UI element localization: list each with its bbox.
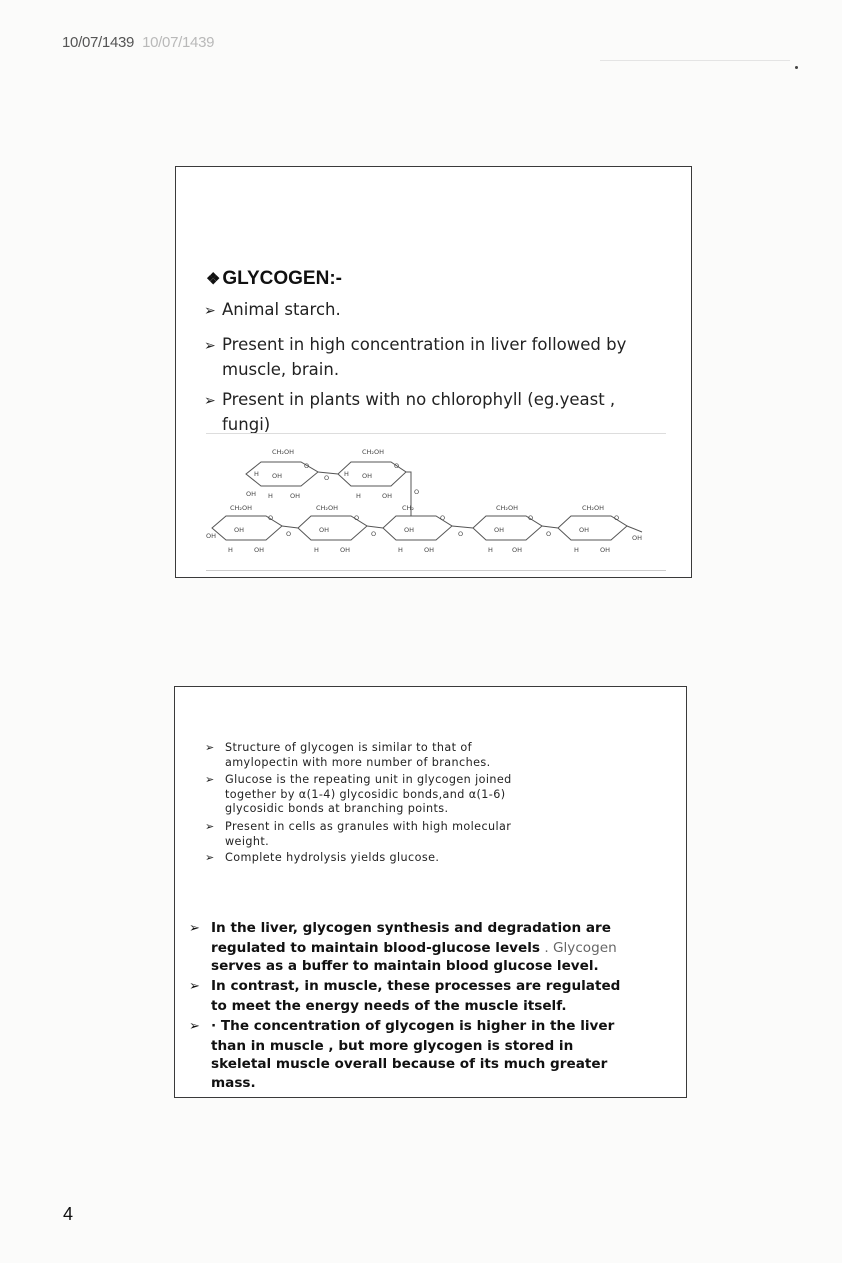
bullet-text-cont: serves as a buffer to maintain blood glucose level. bbox=[211, 958, 599, 975]
figure-label: H bbox=[488, 546, 493, 554]
figure-label: OH bbox=[382, 492, 393, 500]
figure-label: CH₂OH bbox=[230, 504, 253, 512]
bullet-text-cont: skeletal muscle overall because of its much greater bbox=[211, 1056, 608, 1073]
bullet-liver-concentration bbox=[204, 333, 664, 381]
bullet-text: Present in cells as granules with high molecular bbox=[225, 820, 512, 833]
figure-label: OH bbox=[632, 534, 643, 542]
arrow-bullet-icon: ➢ bbox=[189, 979, 200, 994]
figure-label: CH₂OH bbox=[496, 504, 519, 512]
glycogen-structure-diagram bbox=[206, 434, 666, 570]
figure-label: CH₂OH bbox=[582, 504, 605, 512]
figure-label: O bbox=[614, 514, 620, 522]
header-date bbox=[62, 34, 214, 51]
figure-label: OH bbox=[254, 546, 265, 554]
figure-label: OH bbox=[494, 526, 505, 534]
arrow-bullet-icon: ➢ bbox=[189, 921, 200, 936]
figure-label: CH₂ bbox=[402, 504, 415, 512]
bullet-glucose-unit bbox=[205, 773, 645, 817]
figure-label: O bbox=[324, 474, 330, 482]
bullet-text: Animal starch. bbox=[222, 300, 341, 319]
bullet-text: In contrast, in muscle, these processes are regulated bbox=[211, 978, 621, 994]
arrow-bullet-icon: ➢ bbox=[205, 741, 215, 754]
figure-label: OH bbox=[319, 526, 330, 534]
scan-line bbox=[600, 60, 790, 61]
figure-label: O bbox=[268, 514, 274, 522]
bullet-text-cont: to meet the energy needs of the muscle itself. bbox=[211, 997, 567, 1014]
figure-label: O bbox=[394, 462, 400, 470]
figure-label: OH bbox=[234, 526, 245, 534]
arrow-bullet-icon: ➢ bbox=[204, 303, 216, 319]
bullet-structure bbox=[205, 741, 645, 770]
figure-label: OH bbox=[362, 472, 373, 480]
date-faded: 10/07/1439 bbox=[142, 34, 215, 51]
figure-label: O bbox=[371, 530, 377, 538]
bullet-text-cont: muscle, brain. bbox=[222, 360, 340, 379]
figure-label: H bbox=[344, 470, 349, 478]
figure-label: OH bbox=[404, 526, 415, 534]
figure-label: O bbox=[440, 514, 446, 522]
figure-label: O bbox=[304, 462, 310, 470]
figure-label: OH bbox=[579, 526, 590, 534]
bullet-concentration bbox=[189, 1017, 689, 1092]
date-primary: 10/07/1439 bbox=[62, 34, 135, 51]
bullet-liver-regulation bbox=[189, 919, 689, 976]
arrow-bullet-icon: ➢ bbox=[205, 820, 215, 833]
figure-label: H bbox=[228, 546, 233, 554]
glycogen-structure-figure bbox=[206, 433, 666, 571]
figure-label: OH bbox=[290, 492, 301, 500]
bullet-text-cont: together by α(1-4) glycosidic bonds,and α(1-6) bbox=[225, 787, 506, 801]
figure-label: OH bbox=[272, 472, 283, 480]
bullet-text-cont: regulated to maintain blood-glucose levels bbox=[211, 939, 540, 956]
bullet-text-cont: than in muscle , but more glycogen is stored in bbox=[211, 1037, 574, 1054]
bullet-text-cont: mass. bbox=[211, 1074, 256, 1091]
arrow-bullet-icon: ➢ bbox=[189, 1019, 200, 1034]
arrow-bullet-icon: ➢ bbox=[205, 851, 215, 864]
figure-label: O bbox=[414, 488, 420, 496]
bullet-text-cont: fungi) bbox=[222, 415, 271, 434]
bullet-text-cont: amylopectin with more number of branches. bbox=[225, 755, 491, 769]
figure-label: H bbox=[314, 546, 319, 554]
figure-label: OH bbox=[340, 546, 351, 554]
page-number: 4 bbox=[63, 1204, 74, 1224]
bullet-text: Structure of glycogen is similar to that of bbox=[225, 741, 472, 754]
bullet-text: Complete hydrolysis yields glucose. bbox=[225, 851, 440, 864]
figure-label: CH₂OH bbox=[316, 504, 339, 512]
figure-label: H bbox=[398, 546, 403, 554]
figure-label: H bbox=[268, 492, 273, 500]
figure-label: OH bbox=[512, 546, 523, 554]
bullet-text-cont: weight. bbox=[225, 834, 270, 848]
bullet-text: In the liver, glycogen synthesis and degradation are bbox=[211, 920, 611, 936]
figure-label: CH₂OH bbox=[272, 448, 295, 456]
heading-text: GLYCOGEN:- bbox=[222, 268, 342, 289]
arrow-bullet-icon: ➢ bbox=[204, 338, 216, 354]
bullet-text: Present in high concentration in liver followed by bbox=[222, 335, 627, 354]
figure-label: O bbox=[286, 530, 292, 538]
bullet-text: Present in plants with no chlorophyll (eg.yeast , bbox=[222, 390, 616, 409]
bullet-animal-starch bbox=[204, 298, 664, 323]
bullet-plants-no-chlorophyll bbox=[204, 388, 664, 436]
figure-label: O bbox=[528, 514, 534, 522]
bullet-text: · The concentration of glycogen is higher in the liver bbox=[211, 1018, 615, 1034]
bullet-text-light: . Glycogen bbox=[540, 939, 617, 956]
figure-label: O bbox=[458, 530, 464, 538]
figure-label: OH bbox=[206, 532, 217, 540]
arrow-bullet-icon: ➢ bbox=[204, 393, 216, 409]
scan-dot bbox=[795, 66, 798, 69]
slide-heading bbox=[206, 268, 342, 290]
bullet-muscle-regulation bbox=[189, 977, 689, 1015]
figure-label: OH bbox=[424, 546, 435, 554]
arrow-bullet-icon: ➢ bbox=[205, 773, 215, 786]
bullet-granules bbox=[205, 820, 645, 849]
bullet-text: Glucose is the repeating unit in glycogen joined bbox=[225, 773, 512, 786]
figure-label: O bbox=[354, 514, 360, 522]
figure-label: H bbox=[574, 546, 579, 554]
diamond-bullet-icon: ❖ bbox=[206, 271, 221, 288]
figure-label: H bbox=[356, 492, 361, 500]
figure-label: O bbox=[546, 530, 552, 538]
figure-label: OH bbox=[600, 546, 611, 554]
slide-glycogen bbox=[175, 166, 692, 578]
bullet-text-cont: glycosidic bonds at branching points. bbox=[225, 802, 449, 815]
figure-label: OH bbox=[246, 490, 257, 498]
figure-label: H bbox=[254, 470, 259, 478]
slide-glycogen-details bbox=[174, 686, 687, 1098]
bullet-hydrolysis bbox=[205, 851, 645, 866]
figure-label: CH₂OH bbox=[362, 448, 385, 456]
